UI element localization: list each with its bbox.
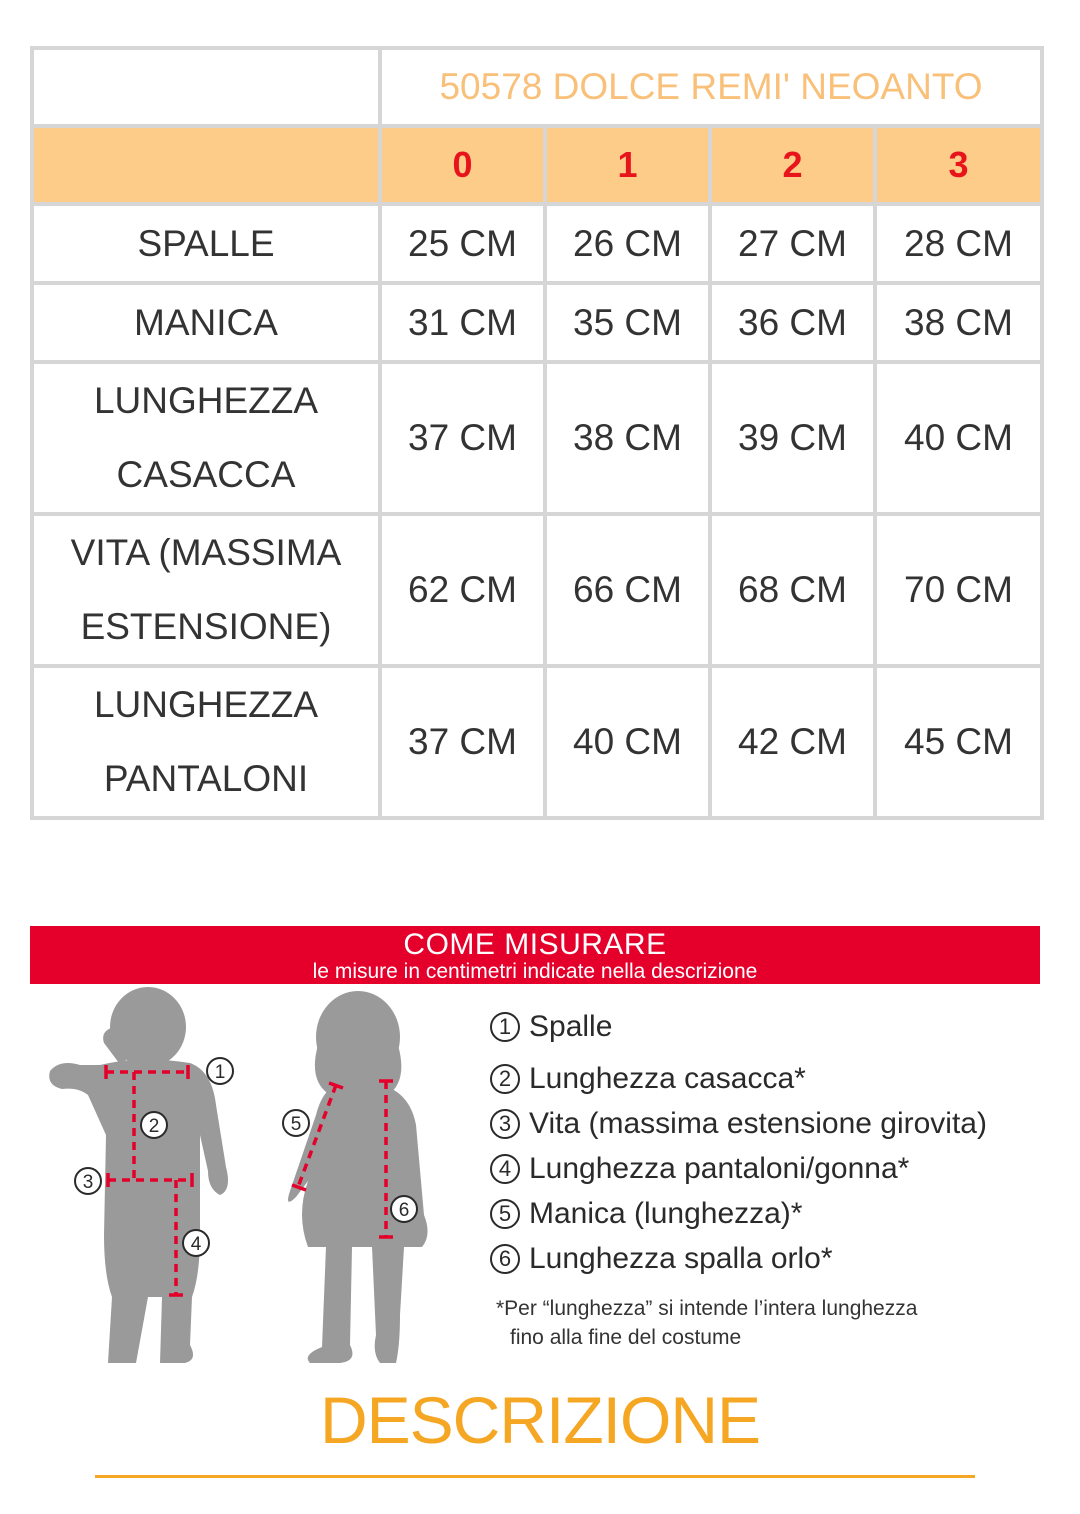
table-title-row [34,50,1040,124]
size-header-corner [34,128,378,202]
table-row-lunghezza-casacca [34,364,1040,512]
table-cell: 25 CM [382,206,543,281]
length-footnote [496,1294,1056,1352]
marker-number-3 [75,1168,101,1194]
svg-text:1: 1 [214,1062,226,1083]
row-label-lunghezza-pantaloni [34,668,378,816]
row-label-line: CASACCA [116,454,296,495]
girl-silhouette-icon [288,991,428,1363]
size-header-2: 2 [712,128,873,202]
legend-text: Lunghezza casacca* [529,1061,806,1095]
legend-item [490,1056,1050,1101]
how-to-measure-banner [30,926,1040,984]
footnote-line: *Per “lunghezza” si intende l’intera lunghezza [496,1297,918,1320]
table-row-spalle [34,206,1040,281]
legend-number-6: 6 [490,1244,520,1274]
table-cell: 45 CM [877,668,1040,816]
table-cell: 38 CM [877,285,1040,360]
svg-text:4: 4 [190,1234,202,1255]
size-header-1: 1 [547,128,708,202]
row-label-spalle [34,206,378,281]
table-cell: 36 CM [712,285,873,360]
table-cell: 35 CM [547,285,708,360]
table-cell: 31 CM [382,285,543,360]
measurement-figures [40,985,460,1375]
row-label-line: PANTALONI [103,758,309,799]
legend-number-5: 5 [490,1199,520,1229]
measurement-legend [490,1004,1050,1281]
size-header-0: 0 [382,128,543,202]
marker-number-1 [207,1058,233,1084]
table-row-vita [34,516,1040,664]
legend-item [490,1146,1050,1191]
description-heading: DESCRIZIONE [319,1383,761,1457]
row-label-line: ESTENSIONE) [80,606,332,647]
legend-text: Vita (massima estensione girovita) [529,1106,987,1140]
product-title: 50578 DOLCE REMI' NEOANTO [382,50,1040,124]
table-cell: 40 CM [547,668,708,816]
svg-text:5: 5 [290,1114,302,1135]
table-cell: 39 CM [712,364,873,512]
marker-number-6 [391,1196,417,1222]
table-cell: 26 CM [547,206,708,281]
row-label-line: MANICA [134,301,278,343]
table-row-manica [34,285,1040,360]
footnote-line: fino alla fine del costume [510,1326,742,1349]
table-cell: 42 CM [712,668,873,816]
legend-text: Lunghezza spalla orlo* [529,1241,833,1275]
table-cell: 37 CM [382,364,543,512]
svg-text:2: 2 [148,1116,160,1137]
legend-number-2: 2 [490,1064,520,1094]
legend-text: Lunghezza pantaloni/gonna* [529,1151,910,1185]
row-label-line: LUNGHEZZA [93,684,319,725]
table-cell: 68 CM [712,516,873,664]
table-row-lunghezza-pantaloni [34,668,1040,816]
table-corner-cell [34,50,378,124]
legend-text: Spalle [529,1009,613,1043]
size-table [30,46,1044,820]
table-cell: 66 CM [547,516,708,664]
svg-text:3: 3 [82,1172,94,1193]
legend-number-3: 3 [490,1109,520,1139]
row-label-manica [34,285,378,360]
legend-item [490,1236,1050,1281]
row-label-line: SPALLE [137,222,275,264]
size-header-row [34,128,1040,202]
row-label-line: LUNGHEZZA [93,380,319,421]
table-cell: 27 CM [712,206,873,281]
table-cell: 28 CM [877,206,1040,281]
svg-text:6: 6 [398,1200,410,1221]
legend-number-1: 1 [490,1012,520,1042]
legend-item [490,1101,1050,1146]
how-to-measure-title: COME MISURARE [403,928,667,961]
legend-item [490,1191,1050,1236]
how-to-measure-subtitle: le misure in centimetri indicate nella descrizione [312,960,758,983]
table-cell: 62 CM [382,516,543,664]
marker-number-4 [183,1230,209,1256]
description-divider [95,1475,975,1478]
row-label-lunghezza-casacca [34,364,378,512]
legend-number-4: 4 [490,1154,520,1184]
row-label-line: VITA (MASSIMA [70,532,342,573]
table-cell: 40 CM [877,364,1040,512]
legend-item [490,1004,1050,1049]
row-label-vita [34,516,378,664]
table-cell: 70 CM [877,516,1040,664]
marker-number-5 [283,1110,309,1136]
size-header-3: 3 [877,128,1040,202]
table-cell: 37 CM [382,668,543,816]
table-cell: 38 CM [547,364,708,512]
legend-text: Manica (lunghezza)* [529,1196,803,1230]
marker-number-2 [141,1112,167,1138]
